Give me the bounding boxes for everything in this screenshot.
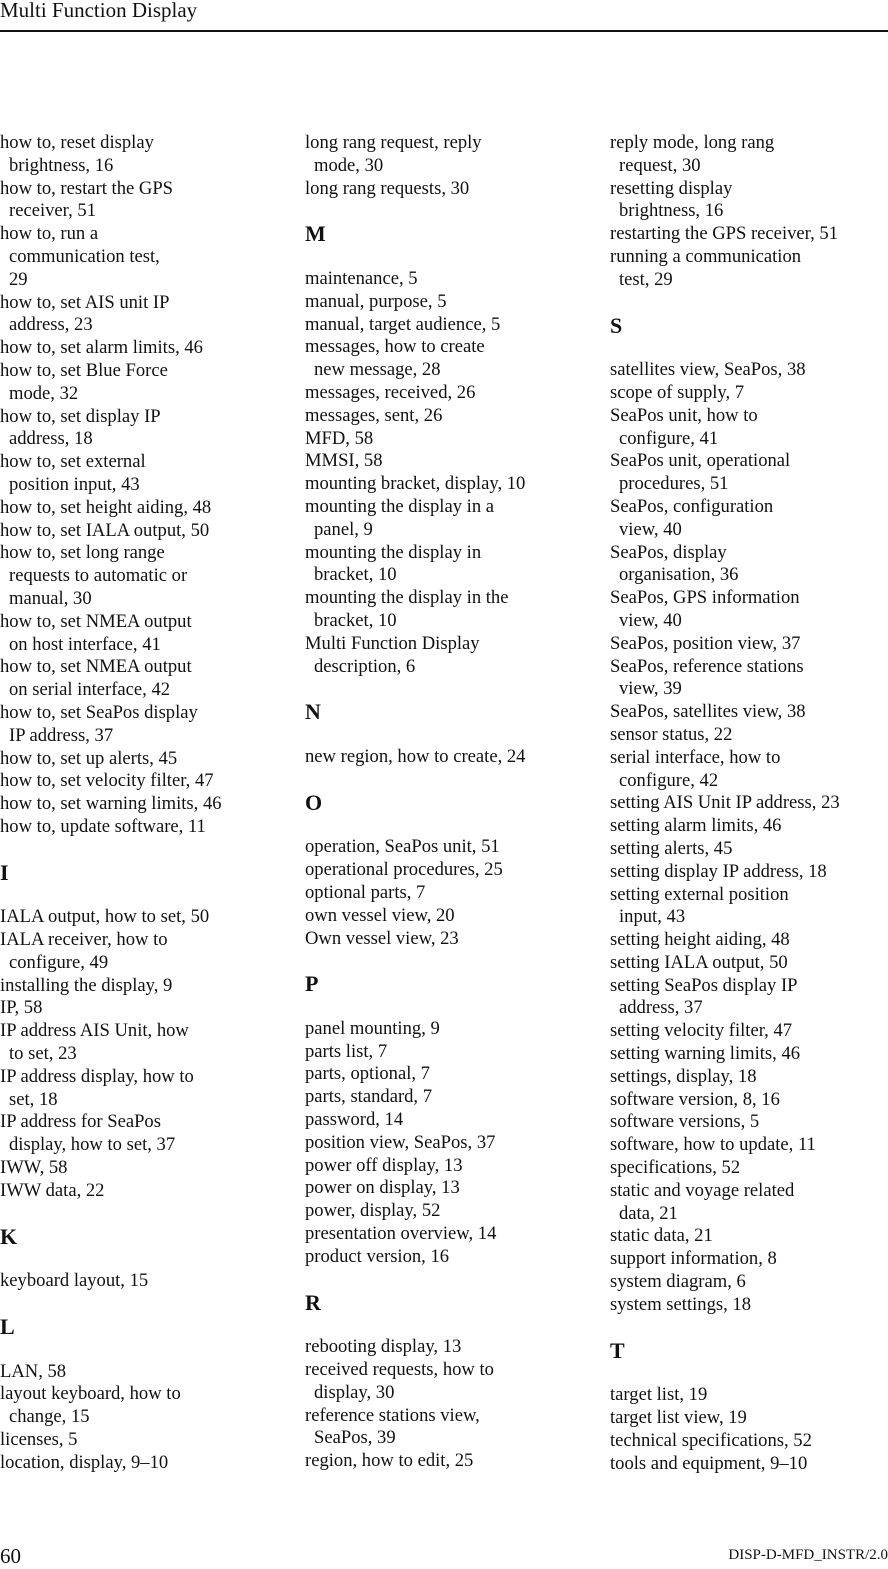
index-entry-line: IWW data, 22	[0, 1179, 105, 1201]
index-entry-line: manual, purpose, 5	[305, 290, 447, 312]
index-entry	[610, 1294, 888, 1317]
index-entry	[610, 542, 888, 588]
index-entry	[610, 382, 888, 405]
index-entry	[610, 724, 888, 747]
index-entry-line: setting alarm limits, 46	[610, 815, 782, 837]
index-entry-continuation: configure, 42	[619, 769, 719, 791]
index-entry-line: target list view, 19	[610, 1407, 747, 1429]
index-entry-continuation: bracket, 10	[314, 564, 397, 586]
index-entry-line: new region, how to create, 24	[305, 745, 526, 767]
index-entry	[305, 1450, 575, 1473]
index-entry-continuation: view, 40	[619, 518, 682, 540]
index-entry-line: SeaPos, satellites view, 38	[610, 701, 806, 723]
index-entry	[610, 747, 888, 793]
index-entry	[0, 975, 270, 998]
index-entry	[305, 1063, 575, 1086]
index-entry	[305, 1132, 575, 1155]
index-entry	[610, 1407, 888, 1430]
index-entry	[0, 223, 270, 291]
index-entry-line: how to, set warning limits, 46	[0, 793, 222, 815]
index-entry-continuation: mode, 32	[9, 382, 79, 404]
index-entry-line: system diagram, 6	[610, 1271, 746, 1293]
index-entry-line: IP, 58	[0, 997, 43, 1019]
index-letter-heading: M	[305, 221, 326, 247]
index-entry	[0, 1111, 270, 1157]
index-letter-heading: O	[305, 789, 323, 815]
index-entry-continuation: address, 37	[619, 997, 703, 1019]
header-rule	[0, 30, 888, 32]
index-entry	[610, 246, 888, 292]
index-entry	[0, 520, 270, 543]
index-entry	[305, 836, 575, 859]
index-entry-line: installing the display, 9	[0, 974, 173, 996]
index-entry-line: SeaPos, display	[610, 541, 727, 563]
index-entry	[610, 223, 888, 246]
index-entry-continuation: to set, 23	[9, 1043, 77, 1065]
index-entry	[610, 884, 888, 930]
index-entry	[610, 496, 888, 542]
index-entry	[0, 1020, 270, 1066]
index-entry	[305, 428, 575, 451]
index-entry	[610, 1453, 888, 1476]
index-entry	[0, 292, 270, 338]
index-letter-heading: P	[305, 971, 319, 997]
index-entry-continuation: input, 43	[619, 906, 686, 928]
index-entry-line: manual, target audience, 5	[305, 313, 501, 335]
index-entry	[305, 1109, 575, 1132]
index-entry-line: IP address for SeaPos	[0, 1111, 161, 1133]
index-entry-continuation: configure, 49	[9, 951, 109, 973]
index-entry-line: SeaPos, GPS information	[610, 587, 800, 609]
index-entry-line: password, 14	[305, 1109, 404, 1131]
index-letter-heading: K	[0, 1223, 18, 1249]
index-entry	[610, 1043, 888, 1066]
index-entry-continuation: test, 29	[619, 268, 673, 290]
index-entry	[305, 746, 575, 769]
index-entry-line: parts, optional, 7	[305, 1063, 430, 1085]
index-entry	[0, 1270, 270, 1293]
index-entry	[0, 337, 270, 360]
index-entry-line: setting SeaPos display IP	[610, 974, 798, 996]
index-entry	[610, 1157, 888, 1180]
index-entry-continuation: procedures, 51	[619, 473, 729, 495]
index-entry-continuation: address, 18	[9, 428, 93, 450]
index-entry	[610, 929, 888, 952]
index-entry-line: panel mounting, 9	[305, 1017, 440, 1039]
index-entry-line: how to, set velocity filter, 47	[0, 770, 214, 792]
index-entry	[305, 542, 575, 588]
index-entry-continuation: view, 39	[619, 678, 682, 700]
index-entry-line: received requests, how to	[305, 1359, 494, 1381]
index-entry-line: IP address display, how to	[0, 1065, 194, 1087]
index-entry	[305, 314, 575, 337]
index-entry	[610, 656, 888, 702]
index-entry-line: mounting bracket, display, 10	[305, 473, 526, 495]
index-entry-line: sensor status, 22	[610, 723, 733, 745]
document-id: DISP-D-MFD_INSTR/2.0	[728, 1547, 888, 1563]
index-entry-line: specifications, 52	[610, 1157, 741, 1179]
index-entry	[305, 1155, 575, 1178]
index-entry	[0, 997, 270, 1020]
index-entry-line: settings, display, 18	[610, 1065, 757, 1087]
index-entry	[305, 496, 575, 542]
index-entry	[610, 1225, 888, 1248]
index-entry	[0, 929, 270, 975]
index-entry	[305, 1405, 575, 1451]
index-entry-line: how to, set up alerts, 45	[0, 747, 178, 769]
index-entry	[0, 816, 270, 839]
index-entry-line: software versions, 5	[610, 1111, 760, 1133]
index-entry-line: tools and equipment, 9–10	[610, 1452, 808, 1474]
index-entry-continuation: configure, 41	[619, 427, 719, 449]
index-entry-line: parts, standard, 7	[305, 1086, 433, 1108]
index-entry	[610, 975, 888, 1021]
index-entry	[610, 1430, 888, 1453]
index-entry-line: static and voyage related	[610, 1179, 795, 1201]
index-entry-continuation: request, 30	[619, 154, 701, 176]
index-entry	[305, 1246, 575, 1269]
index-entry	[610, 701, 888, 724]
index-letter-heading: N	[305, 699, 321, 725]
index-entry-line: rebooting display, 13	[305, 1336, 462, 1358]
index-entry	[610, 450, 888, 496]
index-entry-continuation: communication test,	[9, 245, 160, 267]
index-entry	[0, 1066, 270, 1112]
index-entry-line: mounting the display in the	[305, 587, 509, 609]
index-entry-line: how to, set AIS unit IP	[0, 291, 170, 313]
index-entry	[305, 859, 575, 882]
index-entry	[305, 1041, 575, 1064]
index-entry	[305, 382, 575, 405]
index-entry	[305, 633, 575, 679]
index-entry-line: IALA output, how to set, 50	[0, 906, 210, 928]
index-entry	[305, 587, 575, 633]
index-letter-heading: T	[610, 1337, 625, 1363]
index-entry	[610, 792, 888, 815]
index-entry-line: system settings, 18	[610, 1293, 752, 1315]
index-entry-line: setting velocity filter, 47	[610, 1020, 793, 1042]
index-entry-line: running a communication	[610, 245, 802, 267]
index-entry	[305, 336, 575, 382]
index-entry	[610, 815, 888, 838]
index-entry-continuation: change, 15	[9, 1406, 90, 1428]
index-entry-line: IALA receiver, how to	[0, 929, 168, 951]
index-entry-line: position view, SeaPos, 37	[305, 1131, 496, 1153]
index-entry-line: messages, sent, 26	[305, 404, 443, 426]
index-entry-line: long rang requests, 30	[305, 177, 470, 199]
index-column-2	[305, 132, 575, 1473]
index-entry-line: keyboard layout, 15	[0, 1270, 149, 1292]
index-entry-continuation: 29	[9, 268, 28, 290]
index-entry-continuation: set, 18	[9, 1088, 58, 1110]
index-entry-line: mounting the display in a	[305, 495, 495, 517]
index-entry-line: how to, set NMEA output	[0, 656, 192, 678]
index-entry-continuation: on serial interface, 42	[9, 679, 171, 701]
index-entry-line: how to, set NMEA output	[0, 610, 192, 632]
index-entry-continuation: display, 30	[314, 1381, 395, 1403]
index-entry-line: LAN, 58	[0, 1360, 67, 1382]
index-entry	[0, 906, 270, 929]
index-entry-continuation: requests to automatic or	[9, 565, 188, 587]
index-entry	[305, 268, 575, 291]
index-entry-line: scope of supply, 7	[610, 381, 745, 403]
index-entry-line: product version, 16	[305, 1245, 450, 1267]
index-entry-line: power off display, 13	[305, 1154, 463, 1176]
index-entry-continuation: data, 21	[619, 1202, 678, 1224]
index-entry	[0, 656, 270, 702]
index-entry	[305, 1359, 575, 1405]
index-entry	[305, 1086, 575, 1109]
index-entry-line: power, display, 52	[305, 1200, 441, 1222]
index-entry	[610, 359, 888, 382]
index-entry-line: restarting the GPS receiver, 51	[610, 223, 838, 245]
index-entry-line: how to, set long range	[0, 542, 165, 564]
index-entry	[0, 497, 270, 520]
index-entry-line: messages, received, 26	[305, 381, 476, 403]
index-entry-line: setting IALA output, 50	[610, 951, 788, 973]
index-entry-continuation: organisation, 36	[619, 564, 739, 586]
index-entry	[610, 1180, 888, 1226]
page-number: 60	[0, 1544, 21, 1568]
index-entry	[305, 1200, 575, 1223]
index-entry	[0, 1157, 270, 1180]
index-entry-continuation: IP address, 37	[9, 724, 114, 746]
index-entry-line: Own vessel view, 23	[305, 927, 459, 949]
index-entry-continuation: display, how to set, 37	[9, 1134, 176, 1156]
index-entry-line: IP address AIS Unit, how	[0, 1020, 189, 1042]
index-entry-line: maintenance, 5	[305, 267, 418, 289]
index-column-1	[0, 132, 270, 1475]
index-entry	[0, 1452, 270, 1475]
index-entry	[610, 1066, 888, 1089]
index-entry-line: how to, run a	[0, 223, 99, 245]
index-entry-line: power on display, 13	[305, 1177, 460, 1199]
index-entry-line: setting external position	[610, 883, 789, 905]
index-entry-line: setting display IP address, 18	[610, 860, 827, 882]
index-entry	[610, 838, 888, 861]
index-entry-continuation: manual, 30	[9, 587, 92, 609]
index-entry	[610, 1089, 888, 1112]
index-entry-line: how to, set display IP	[0, 405, 161, 427]
index-entry	[610, 1271, 888, 1294]
index-entry	[0, 451, 270, 497]
index-entry	[0, 1180, 270, 1203]
index-column-3	[610, 132, 888, 1475]
index-entry-line: how to, set external	[0, 451, 146, 473]
index-entry-line: IWW, 58	[0, 1157, 68, 1179]
index-entry-line: how to, update software, 11	[0, 815, 206, 837]
index-entry-line: licenses, 5	[0, 1429, 78, 1451]
index-entry-continuation: position input, 43	[9, 473, 140, 495]
index-entry-continuation: brightness, 16	[619, 200, 724, 222]
index-entry-line: software, how to update, 11	[610, 1134, 816, 1156]
index-entry	[305, 291, 575, 314]
index-entry-line: SeaPos unit, how to	[610, 404, 758, 426]
index-entry	[0, 1383, 270, 1429]
index-entry	[0, 793, 270, 816]
index-entry-line: operational procedures, 25	[305, 859, 503, 881]
index-entry	[305, 132, 575, 178]
index-entry-line: how to, set SeaPos display	[0, 701, 198, 723]
index-entry-continuation: on host interface, 41	[9, 633, 161, 655]
index-entry	[305, 1336, 575, 1359]
index-entry	[610, 952, 888, 975]
index-entry-line: reply mode, long rang	[610, 132, 775, 153]
index-entry	[610, 587, 888, 633]
index-entry	[610, 405, 888, 451]
index-entry	[610, 861, 888, 884]
index-entry	[305, 450, 575, 473]
index-entry-continuation: brightness, 16	[9, 154, 114, 176]
index-entry-line: parts list, 7	[305, 1040, 388, 1062]
index-entry	[0, 770, 270, 793]
index-entry	[0, 406, 270, 452]
index-entry	[305, 1018, 575, 1041]
index-entry-line: own vessel view, 20	[305, 904, 455, 926]
index-entry	[610, 178, 888, 224]
index-entry	[0, 748, 270, 771]
index-entry-line: how to, set IALA output, 50	[0, 519, 210, 541]
running-header-title: Multi Function Display	[0, 0, 198, 22]
index-entry-line: how to, set Blue Force	[0, 359, 168, 381]
index-entry-line: messages, how to create	[305, 336, 485, 358]
index-entry-line: presentation overview, 14	[305, 1223, 497, 1245]
index-entry	[305, 1177, 575, 1200]
index-entry	[305, 905, 575, 928]
index-entry	[305, 473, 575, 496]
index-entry-line: serial interface, how to	[610, 746, 781, 768]
index-entry-line: SeaPos, position view, 37	[610, 632, 801, 654]
index-entry-line: technical specifications, 52	[610, 1429, 812, 1451]
index-entry	[0, 178, 270, 224]
index-entry-line: MFD, 58	[305, 427, 374, 449]
index-entry	[610, 1134, 888, 1157]
index-entry-line: reference stations view,	[305, 1404, 480, 1426]
index-entry-continuation: new message, 28	[314, 359, 441, 381]
index-entry-line: target list, 19	[610, 1384, 708, 1406]
index-entry-line: how to, reset display	[0, 132, 154, 153]
index-entry-line: support information, 8	[610, 1248, 777, 1270]
index-entry-line: optional parts, 7	[305, 881, 426, 903]
index-entry-line: how to, set alarm limits, 46	[0, 337, 203, 359]
index-entry	[610, 1248, 888, 1271]
index-letter-heading: S	[610, 312, 623, 338]
index-entry-line: location, display, 9–10	[0, 1451, 169, 1473]
index-entry	[0, 132, 270, 178]
index-entry	[610, 1384, 888, 1407]
index-entry	[305, 405, 575, 428]
index-entry-line: setting height aiding, 48	[610, 929, 790, 951]
index-entry	[305, 928, 575, 951]
index-entry	[610, 132, 888, 178]
index-entry-line: software version, 8, 16	[610, 1088, 780, 1110]
index-letter-heading: R	[305, 1289, 321, 1315]
index-letter-heading: I	[0, 859, 9, 885]
index-entry-line: static data, 21	[610, 1225, 713, 1247]
index-entry	[0, 542, 270, 610]
index-entry-line: how to, restart the GPS	[0, 177, 174, 199]
index-entry-line: MMSI, 58	[305, 450, 383, 472]
index-entry-continuation: address, 23	[9, 314, 93, 336]
index-entry	[0, 1429, 270, 1452]
index-entry-continuation: view, 40	[619, 609, 682, 631]
index-entry-line: mounting the display in	[305, 541, 482, 563]
index-entry-continuation: mode, 30	[314, 154, 384, 176]
index-entry-line: resetting display	[610, 177, 733, 199]
index-entry	[0, 1361, 270, 1384]
index-letter-heading: L	[0, 1314, 15, 1340]
index-entry-line: layout keyboard, how to	[0, 1383, 181, 1405]
index-entry-line: SeaPos unit, operational	[610, 450, 791, 472]
index-entry-line: long rang request, reply	[305, 132, 482, 153]
index-entry	[305, 178, 575, 201]
index-entry	[610, 1020, 888, 1043]
index-entry	[305, 882, 575, 905]
index-entry-line: operation, SeaPos unit, 51	[305, 836, 500, 858]
index-entry-continuation: receiver, 51	[9, 200, 97, 222]
index-entry-line: SeaPos, reference stations	[610, 655, 804, 677]
index-entry	[610, 1111, 888, 1134]
index-entry-continuation: description, 6	[314, 655, 416, 677]
index-entry	[0, 702, 270, 748]
index-entry-line: Multi Function Display	[305, 632, 480, 654]
index-entry-line: SeaPos, configuration	[610, 495, 774, 517]
index-entry-line: satellites view, SeaPos, 38	[610, 359, 806, 381]
index-entry-line: setting AIS Unit IP address, 23	[610, 792, 840, 814]
index-entry-continuation: bracket, 10	[314, 609, 397, 631]
index-entry	[610, 633, 888, 656]
index-entry-continuation: panel, 9	[314, 518, 373, 540]
index-entry-line: how to, set height aiding, 48	[0, 496, 212, 518]
index-entry	[0, 611, 270, 657]
index-entry-line: setting warning limits, 46	[610, 1043, 801, 1065]
index-entry-line: setting alerts, 45	[610, 837, 733, 859]
index-entry	[0, 360, 270, 406]
index-entry	[305, 1223, 575, 1246]
index-entry-line: region, how to edit, 25	[305, 1450, 474, 1472]
index-entry-continuation: SeaPos, 39	[314, 1427, 396, 1449]
